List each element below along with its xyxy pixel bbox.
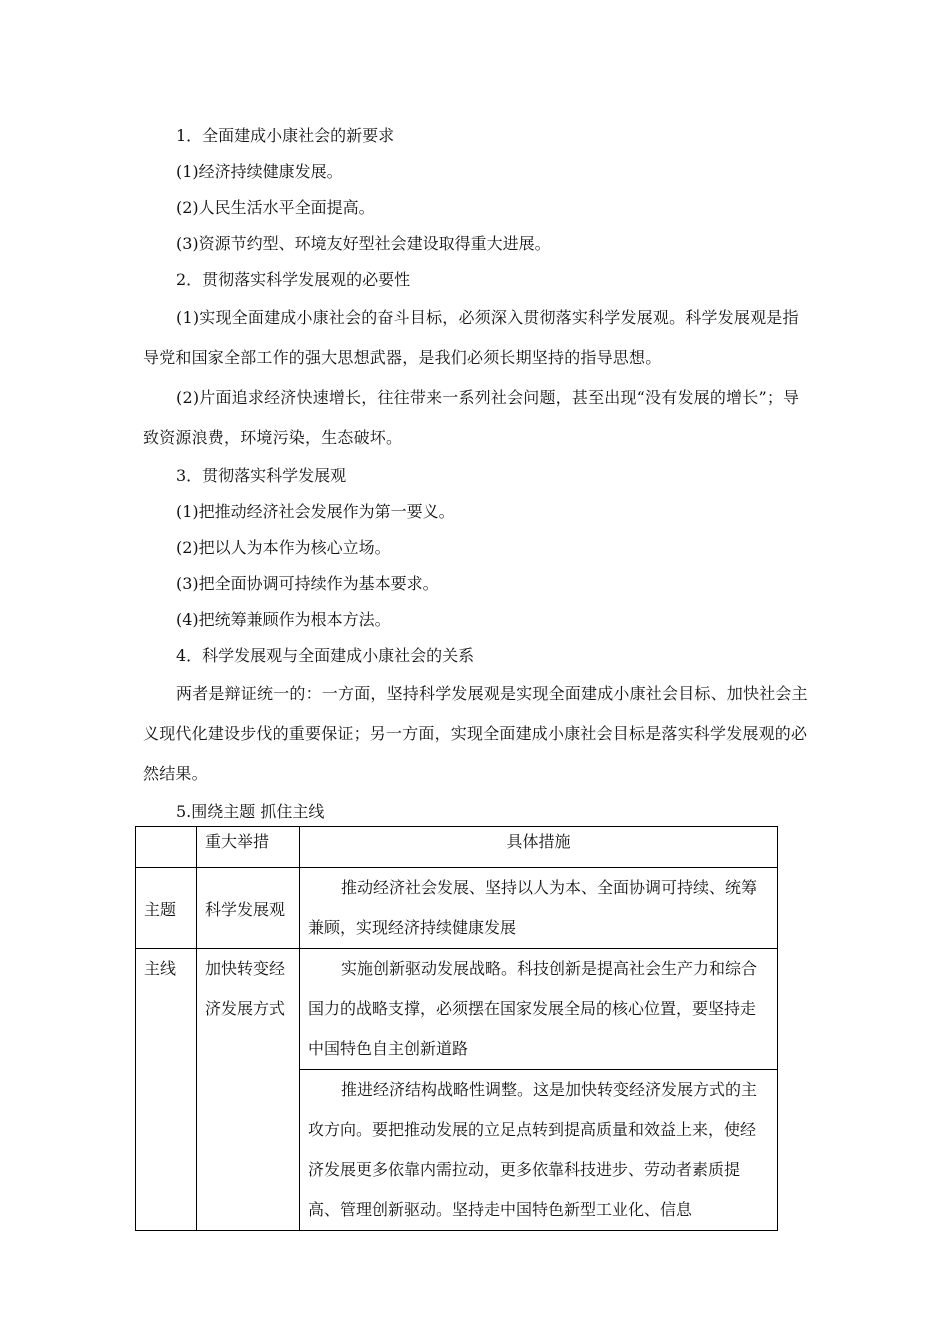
section-2-paragraph: (1)实现全面建成小康社会的奋斗目标，必须深入贯彻落实科学发展观。科学发展观是指导党和国家全部工作的强大思想武器，是我们必须长期坚持的指导思想。 [143,308,799,367]
section-1-item: (3)资源节约型、环境友好型社会建设取得重大进展。 [176,234,551,253]
section-3-item: (3)把全面协调可持续作为基本要求。 [176,574,439,593]
row-detail [300,868,778,949]
row-label: 主题 [136,868,197,949]
section-3-item: (1)把推动经济社会发展作为第一要义。 [176,502,455,521]
row-measure: 加快转变经济发展方式 [197,949,300,1231]
section-2-paragraph: (2)片面追求经济快速增长，往往带来一系列社会问题，甚至出现“没有发展的增长”；导致资源浪费，环境污染，生态破坏。 [143,388,800,447]
section-4-paragraph: 两者是辩证统一的：一方面，坚持科学发展观是实现全面建成小康社会目标、加快社会主义现代化建设步伐的重要保证；另一方面，实现全面建成小康社会目标是落实科学发展观的必然结果。 [143,684,808,783]
section-2-title: 2．贯彻落实科学发展观的必要性 [176,270,411,289]
table-row [136,868,778,949]
section-4-title: 4．科学发展观与全面建成小康社会的关系 [176,646,475,665]
table-header-row [136,827,778,868]
table-header-cell: 重大举措 [197,827,300,868]
section-3-item: (2)把以人为本作为核心立场。 [176,538,391,557]
table-header-cell: 具体措施 [300,827,778,868]
detail-text: 推动经济社会发展、坚持以人为本、全面协调可持续、统筹兼顾，实现经济持续健康发展 [308,878,758,937]
section-1-title: 1．全面建成小康社会的新要求 [176,126,395,145]
table-row [136,949,778,1070]
section-1-item: (1)经济持续健康发展。 [176,162,343,181]
section-1-item: (2)人民生活水平全面提高。 [176,198,375,217]
section-5-title: 5.围绕主题 抓住主线 [176,802,325,821]
detail-text: 推进经济结构战略性调整。这是加快转变经济发展方式的主攻方向。要把推动发展的立足点转到提高质量和效益上来，使经济发展更多依靠内需拉动，更多依靠科技进步、劳动者素质提高、管理创新驱动。坚持走中国特色新型工业化、信息 [308,1080,758,1219]
row-detail [300,949,778,1070]
measures-table [135,826,778,1231]
table-header-cell [136,827,197,868]
section-3-item: (4)把统筹兼顾作为根本方法。 [176,610,391,629]
document-body [143,118,811,830]
section-3-title: 3．贯彻落实科学发展观 [176,466,347,485]
row-label: 主线 [136,949,197,1231]
detail-text: 实施创新驱动发展战略。科技创新是提高社会生产力和综合国力的战略支撑，必须摆在国家发展全局的核心位置，要坚持走中国特色自主创新道路 [308,959,758,1058]
row-measure: 科学发展观 [197,868,300,949]
row-detail [300,1070,778,1231]
